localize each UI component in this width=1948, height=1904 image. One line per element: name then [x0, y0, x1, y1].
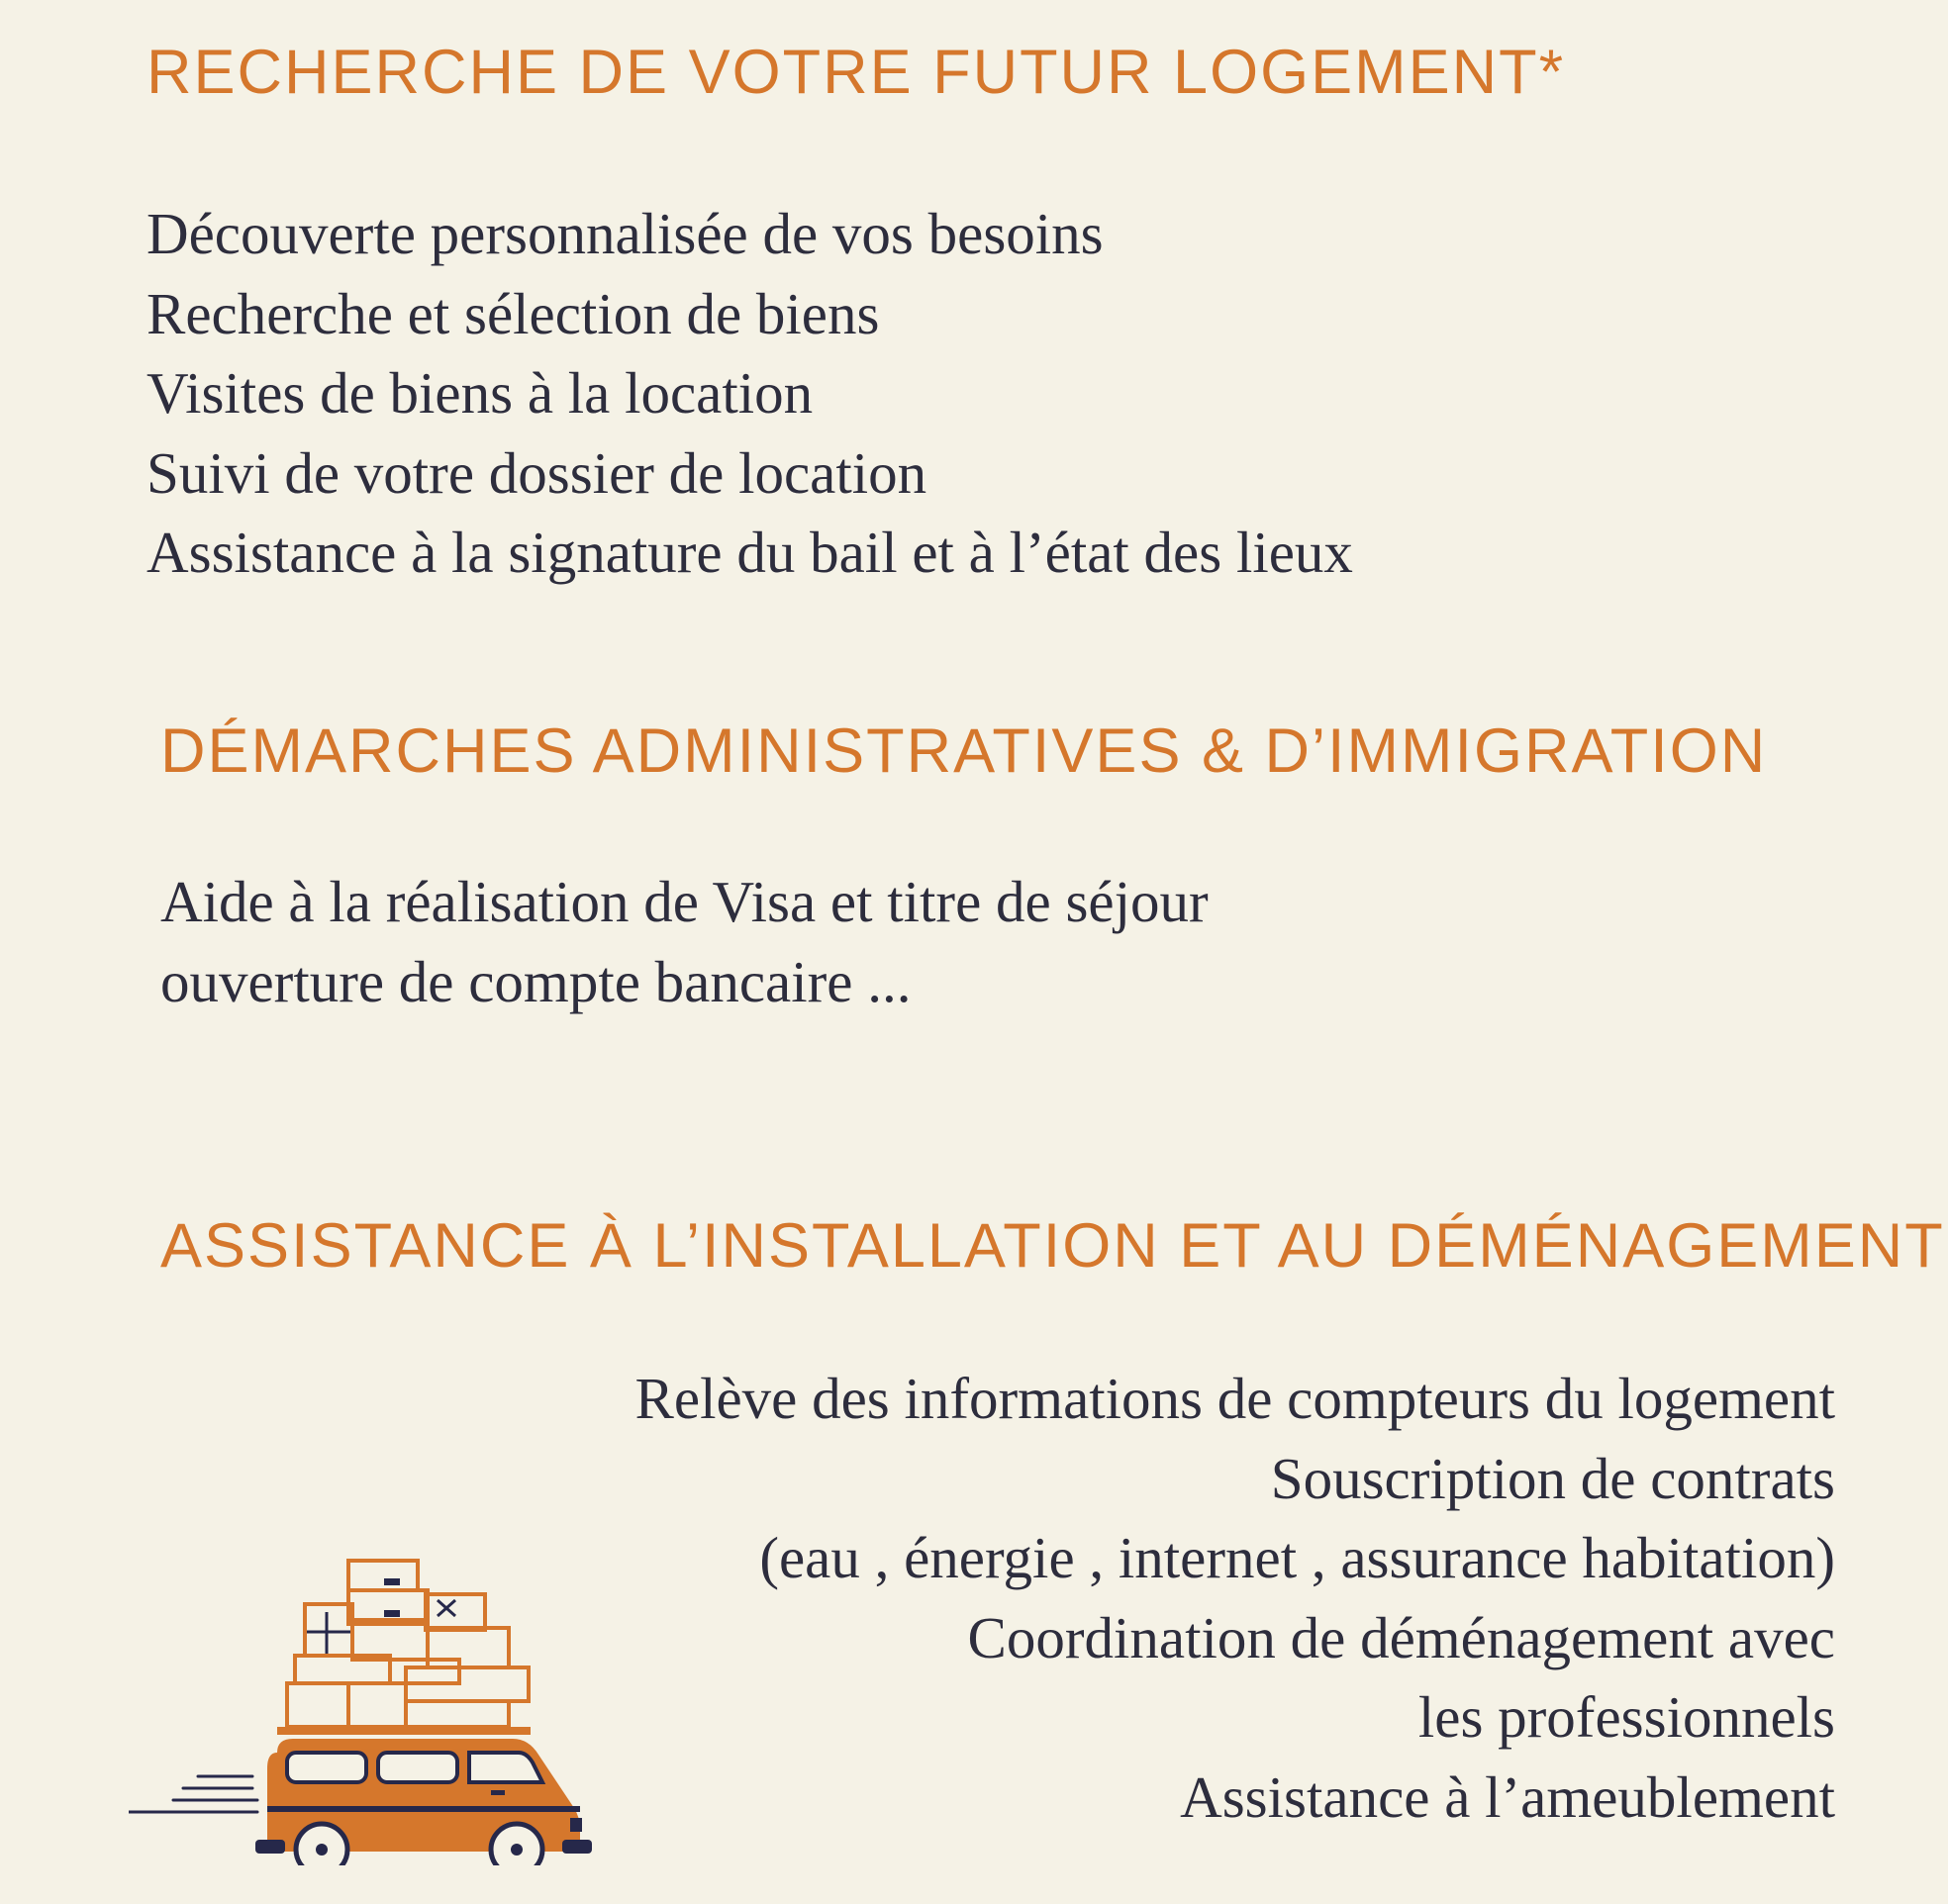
list-item: ouverture de compte bancaire ... [160, 948, 912, 1014]
housing-search-list [146, 194, 1353, 593]
list-item: Assistance à la signature du bail et à l’état des lieux [146, 520, 1353, 585]
moving-van-icon [129, 1559, 604, 1865]
list-item: Assistance à l’ameublement [1180, 1763, 1835, 1830]
list-item: les professionnels [1417, 1684, 1835, 1750]
list-item: Suivi de votre dossier de location [146, 439, 927, 506]
list-item: Relève des informations de compteurs du logement [634, 1366, 1835, 1431]
administrative-list [160, 862, 1209, 1021]
list-item: (eau , énergie , internet , assurance habitation) [759, 1525, 1835, 1590]
section-heading-installation: ASSISTANCE À L’INSTALLATION ET AU DÉMÉNAGEMENT [160, 1211, 1945, 1281]
list-item: Aide à la réalisation de Visa et titre de séjour [160, 869, 1209, 934]
list-item: Recherche et sélection de biens [146, 280, 880, 346]
list-item: Visites de biens à la location [146, 360, 814, 426]
installation-list [635, 1359, 1835, 1837]
list-item: Coordination de déménagement avec [967, 1604, 1835, 1670]
list-item: Découverte personnalisée de vos besoins [146, 201, 1104, 266]
section-heading-housing-search: RECHERCHE DE VOTRE FUTUR LOGEMENT* [146, 38, 1566, 107]
list-item: Souscription de contrats [1270, 1445, 1835, 1511]
section-heading-administrative: DÉMARCHES ADMINISTRATIVES & D’IMMIGRATION [160, 716, 1768, 786]
